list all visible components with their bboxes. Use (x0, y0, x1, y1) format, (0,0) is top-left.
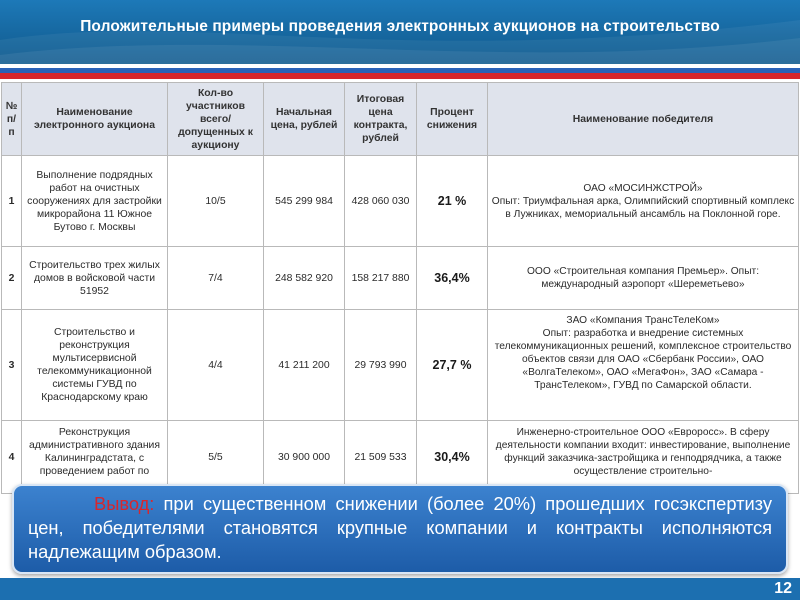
cell-start-price: 30 900 000 (264, 421, 345, 494)
cell-final-price: 21 509 533 (345, 421, 417, 494)
header-num: № п/п (2, 83, 22, 156)
cell-start-price: 41 211 200 (264, 310, 345, 421)
cell-participants: 4/4 (168, 310, 264, 421)
cell-start-price: 248 582 920 (264, 247, 345, 310)
table-row (2, 247, 799, 310)
header-final-price: Итоговая цена контракта, рублей (345, 83, 417, 156)
cell-percent: 36,4% (417, 247, 488, 310)
cell-winner (488, 421, 799, 494)
conclusion-text: при существенном снижении (более 20%) прошедших госэкспертизу цен, победителями становятся крупные компании и контракты исполняются надлежащим образом. (28, 493, 772, 562)
cell-winner-text: Инженерно-строительное ООО «Евроросс». В сферу деятельности компании входит: инвестирование, выполнение функций заказчика-застройщика и генподрядчика, а также осуществление строительно- (495, 427, 791, 477)
flag-stripe-red (0, 73, 800, 79)
table-row (2, 310, 799, 421)
table-row (2, 421, 799, 494)
cell-winner: ООО «Строительная компания Премьер». Опыт: международный аэропорт «Шереметьево» (488, 247, 799, 310)
cell-winner: ЗАО «Компания ТрансТелеКом» Опыт: разработка и внедрение системных телекоммуникационных решений, комплексное строительство объектов связи для ОАО «Сбербанк России», ОАО «ВолгаТелеком», ОАО «МегаФон», ЗАО «Самара - ТрансТелеком», ГУВД по Самарской области. (488, 310, 799, 421)
cell-name-text: Реконструкция административного здания Калининградстата, с проведением работ по (29, 427, 160, 477)
header-percent: Процент снижения (417, 83, 488, 156)
cell-percent: 27,7 % (417, 310, 488, 421)
cell-participants: 7/4 (168, 247, 264, 310)
cell-participants: 10/5 (168, 156, 264, 247)
table-header-row (2, 83, 799, 156)
cell-name: Строительство и реконструкция мультисервисной телекоммуникационной системы ГУВД по Краснодарскому краю (22, 310, 168, 421)
cell-num: 2 (2, 247, 22, 310)
cell-start-price: 545 299 984 (264, 156, 345, 247)
page-number: 12 (774, 580, 792, 597)
header-winner: Наименование победителя (488, 83, 799, 156)
cell-num: 3 (2, 310, 22, 421)
header-name: Наименование электронного аукциона (22, 83, 168, 156)
conclusion-label: Вывод: (94, 493, 155, 514)
cell-final-price: 29 793 990 (345, 310, 417, 421)
cell-percent: 30,4% (417, 421, 488, 494)
cell-final-price: 158 217 880 (345, 247, 417, 310)
cell-num: 4 (2, 421, 22, 494)
cell-participants: 5/5 (168, 421, 264, 494)
slide-title: Положительные примеры проведения электронных аукционов на строительство (80, 18, 720, 35)
cell-winner: ОАО «МОСИНЖСТРОЙ» Опыт: Триумфальная арка, Олимпийский спортивный комплекс в Лужниках, мемориальный ансамбль на Поклонной горе. (488, 156, 799, 247)
auctions-table-wrapper (1, 82, 798, 494)
cell-percent: 21 % (417, 156, 488, 247)
header-participants: Кол-во участников всего/ допущенных к аукциону (168, 83, 264, 156)
cell-name: Выполнение подрядных работ на очистных сооружениях для застройки микрорайона 11 Южное Бутово г. Москвы (22, 156, 168, 247)
conclusion-box (12, 484, 788, 574)
cell-name: Строительство трех жилых домов в войсковой части 51952 (22, 247, 168, 310)
header-start-price: Начальная цена, рублей (264, 83, 345, 156)
cell-name (22, 421, 168, 494)
table-row (2, 156, 799, 247)
cell-num: 1 (2, 156, 22, 247)
cell-final-price: 428 060 030 (345, 156, 417, 247)
slide-header (0, 0, 800, 64)
auctions-table (1, 82, 799, 494)
bottom-bar (0, 578, 800, 600)
